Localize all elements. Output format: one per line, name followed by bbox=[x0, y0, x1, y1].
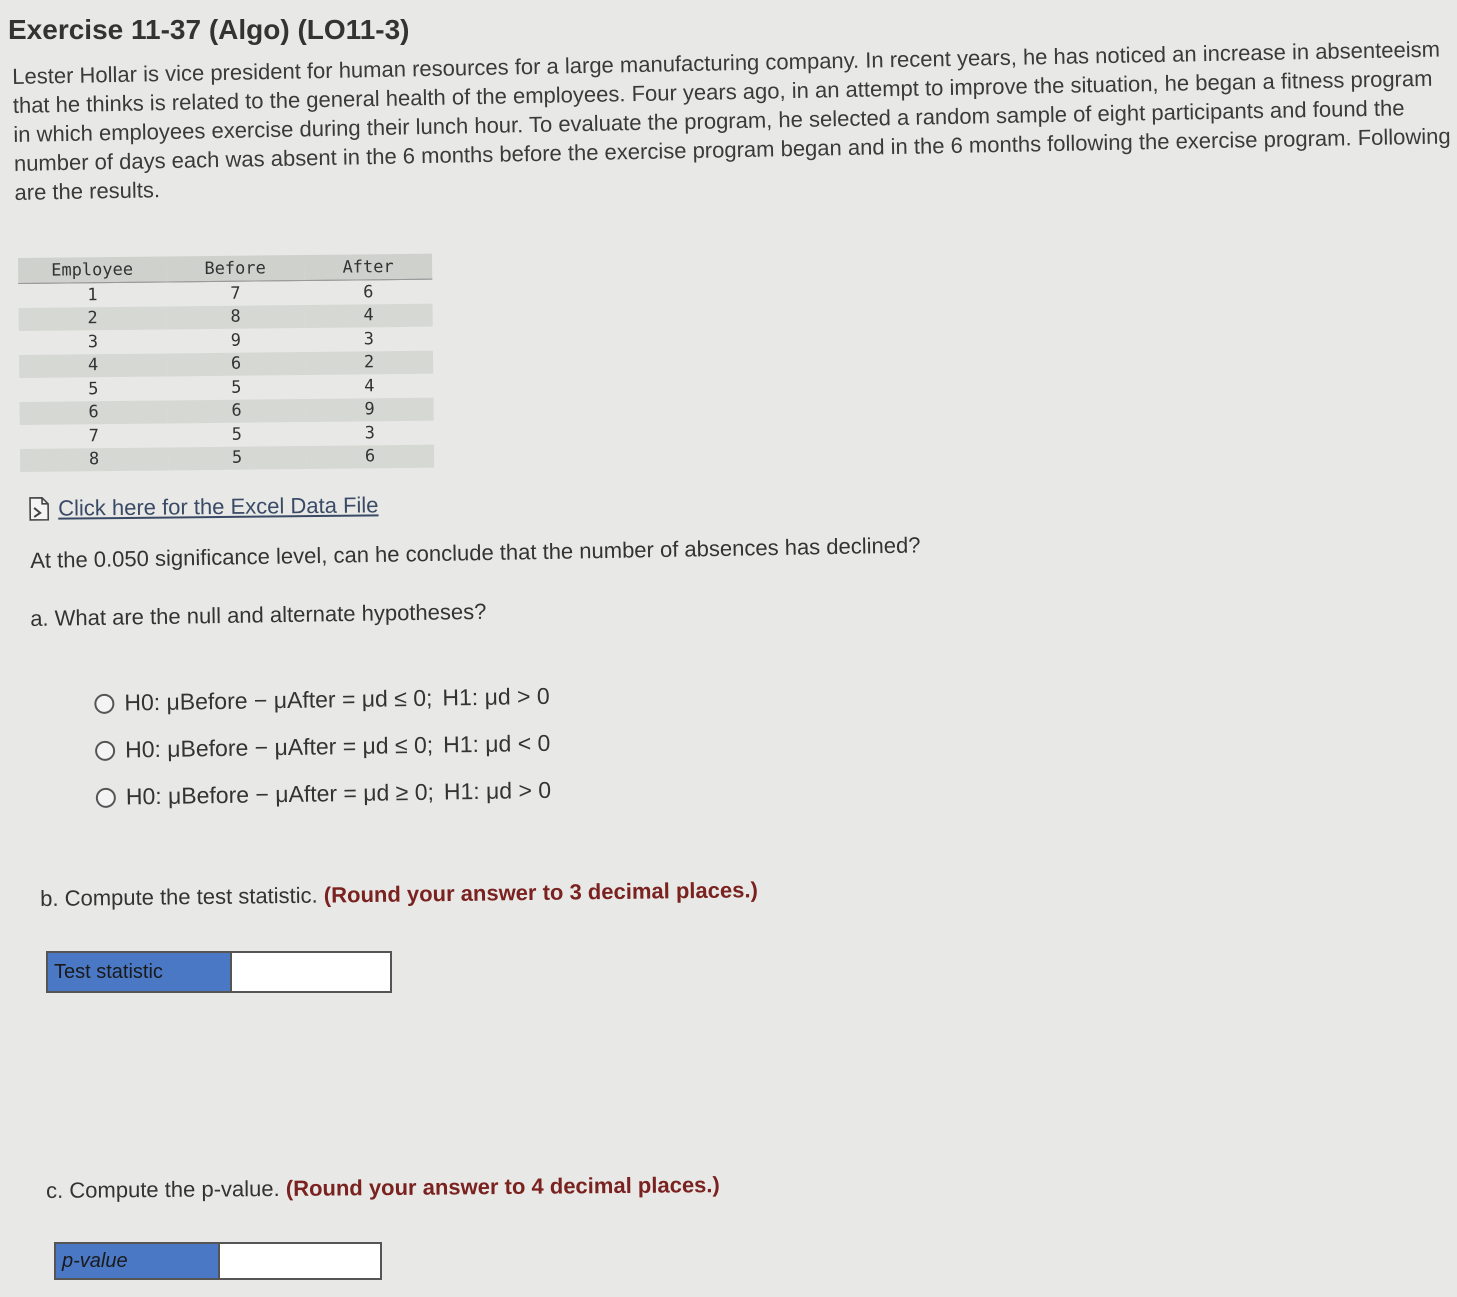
hypothesis-option-1[interactable] bbox=[94, 673, 550, 727]
document-icon bbox=[28, 497, 50, 521]
cell-before: 5 bbox=[168, 445, 306, 470]
option-h1: H1: μd > 0 bbox=[443, 776, 552, 805]
header-after: After bbox=[304, 254, 432, 281]
cell-after: 4 bbox=[305, 303, 433, 328]
test-statistic-row bbox=[46, 951, 392, 993]
cell-after: 6 bbox=[306, 444, 434, 469]
header-before: Before bbox=[166, 255, 304, 282]
hypothesis-option-3[interactable] bbox=[95, 767, 551, 821]
part-b-rounding-note: (Round your answer to 3 decimal places.) bbox=[323, 877, 758, 908]
radio-button[interactable] bbox=[96, 787, 116, 807]
question-text: At the 0.050 significance level, can he conclude that the number of absences has declined? bbox=[30, 532, 921, 573]
cell-after: 9 bbox=[305, 397, 433, 422]
cell-employee: 1 bbox=[87, 284, 98, 306]
radio-button[interactable] bbox=[95, 740, 115, 760]
cell-before: 5 bbox=[231, 377, 242, 398]
cell-employee: 5 bbox=[88, 378, 99, 400]
table-row bbox=[20, 444, 434, 472]
problem-description: Lester Hollar is vice president for human resources for a large manufacturing company. In recent years, he has noticed an increase in absenteeism that he thinks is related to the general health of the employees. Four years ago, in an attempt to improve the situation, he began a fitness program in which employees exercise during their lunch hour. To evaluate the program, he selected a random sample of eight participants and found the number of days each was absent in the 6 months before the exercise program began and in the 6 months following the exercise program. Following are the results. bbox=[12, 36, 1451, 205]
header-employee: Employee bbox=[18, 256, 166, 283]
cell-before: 6 bbox=[167, 398, 305, 423]
cell-employee: 3 bbox=[87, 331, 99, 353]
p-value-row bbox=[54, 1242, 382, 1280]
part-b-prompt bbox=[40, 877, 758, 912]
option-h0: H0: μBefore − μAfter = μd ≤ 0; bbox=[124, 731, 434, 763]
cell-before: 7 bbox=[230, 283, 241, 304]
cell-employee: 2 bbox=[19, 306, 167, 331]
cell-after: 3 bbox=[364, 423, 376, 444]
hypothesis-option-2[interactable] bbox=[95, 720, 551, 774]
excel-link-label[interactable]: Click here for the Excel Data File bbox=[57, 492, 379, 521]
cell-before: 6 bbox=[167, 351, 305, 376]
part-a-prefix: a. bbox=[30, 605, 49, 631]
part-c-text: c. Compute the p-value. bbox=[46, 1175, 280, 1203]
cell-employee: 6 bbox=[20, 400, 168, 425]
cell-before: 5 bbox=[231, 424, 243, 445]
absence-data-table bbox=[18, 254, 434, 472]
cell-after: 3 bbox=[363, 329, 375, 350]
p-value-label: p-value bbox=[56, 1244, 220, 1278]
option-h0: H0: μBefore − μAfter = μd ≥ 0; bbox=[125, 778, 435, 810]
part-c-rounding-note: (Round your answer to 4 decimal places.) bbox=[285, 1172, 720, 1201]
cell-before: 9 bbox=[230, 330, 242, 351]
test-statistic-label: Test statistic bbox=[48, 953, 232, 991]
excel-data-file-link[interactable] bbox=[28, 492, 379, 522]
exercise-title: Exercise 11-37 (Algo) (LO11-3) bbox=[8, 14, 410, 45]
test-statistic-input[interactable] bbox=[232, 953, 390, 991]
cell-before: 8 bbox=[167, 305, 305, 330]
part-b-text: b. Compute the test statistic. bbox=[40, 882, 318, 911]
cell-employee: 7 bbox=[88, 425, 100, 447]
cell-after: 6 bbox=[363, 282, 374, 303]
cell-employee: 4 bbox=[19, 353, 167, 378]
cell-employee: 8 bbox=[20, 447, 168, 472]
cell-after: 4 bbox=[364, 376, 375, 397]
option-h1: H1: μd > 0 bbox=[442, 682, 550, 711]
part-a-text: What are the null and alternate hypotheses? bbox=[54, 598, 487, 631]
option-h1: H1: μd < 0 bbox=[442, 729, 551, 758]
part-a-prompt bbox=[30, 599, 487, 632]
cell-after: 2 bbox=[305, 350, 433, 375]
p-value-input[interactable] bbox=[220, 1244, 380, 1278]
option-h0: H0: μBefore − μAfter = μd ≤ 0; bbox=[124, 684, 433, 716]
part-c-prompt bbox=[46, 1172, 720, 1204]
radio-button[interactable] bbox=[94, 693, 114, 713]
hypothesis-options bbox=[94, 673, 551, 821]
